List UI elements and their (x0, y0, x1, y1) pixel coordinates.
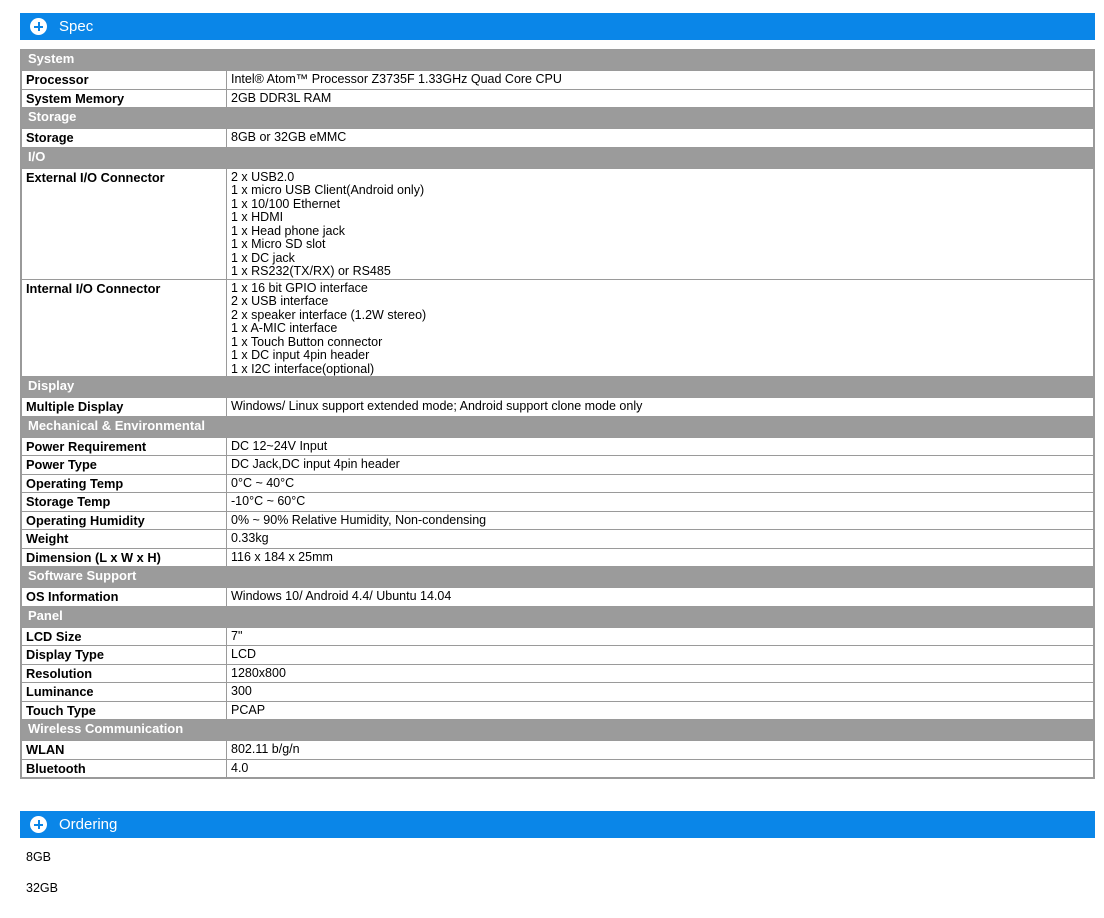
spec-value-line: 2 x USB2.0 (231, 169, 295, 184)
spec-label: Storage Temp (22, 493, 227, 512)
spec-value (227, 701, 1094, 720)
spec-label: Internal I/O Connector (22, 279, 227, 377)
spec-label: OS Information (22, 588, 227, 607)
spec-value (227, 627, 1094, 646)
spec-value-line: 1 x HDMI (231, 210, 284, 224)
spec-value (227, 664, 1094, 683)
spec-label: Dimension (L x W x H) (22, 548, 227, 567)
spec-label: Touch Type (22, 701, 227, 720)
spec-row (22, 168, 1094, 279)
spec-value-line: 1 x RS232(TX/RX) or RS485 (231, 264, 391, 278)
spec-value-line: 0°C ~ 40°C (231, 475, 295, 490)
spec-table (21, 49, 1094, 778)
spec-row (22, 493, 1094, 512)
spec-value-line: 1 x 10/100 Ethernet (231, 196, 341, 211)
ordering-item: 8GB (26, 850, 52, 864)
spec-row (22, 89, 1094, 108)
spec-label: Display Type (22, 646, 227, 665)
spec-row (22, 398, 1094, 417)
spec-value (227, 511, 1094, 530)
spec-value-line: 2 x speaker interface (1.2W stereo) (231, 307, 427, 322)
ordering-item: 32GB (26, 881, 58, 895)
spec-value (227, 474, 1094, 493)
spec-value (227, 279, 1094, 377)
plus-circle-icon[interactable] (30, 816, 47, 833)
spec-value-line: 1 x 16 bit GPIO interface (231, 280, 368, 295)
spec-group-header (22, 50, 1094, 71)
spec-label: Resolution (22, 664, 227, 683)
spec-row (22, 474, 1094, 493)
spec-table-container (20, 49, 1095, 779)
spec-group-title: Storage (22, 108, 1094, 129)
spec-value-line: 1 x I2C interface(optional) (231, 361, 375, 376)
spec-value-line: 4.0 (231, 760, 249, 775)
spec-value (227, 456, 1094, 475)
spec-row (22, 646, 1094, 665)
spec-value (227, 683, 1094, 702)
spec-row (22, 683, 1094, 702)
spec-value-line: LCD (231, 647, 257, 661)
spec-value-line: Windows/ Linux support extended mode; Android support clone mode only (231, 399, 643, 413)
spec-row (22, 588, 1094, 607)
spec-group-header (22, 108, 1094, 129)
spec-group-title: Software Support (22, 567, 1094, 588)
spec-value-line: 2GB DDR3L RAM (231, 90, 332, 105)
spec-value-line: 1 x micro USB Client(Android only) (231, 183, 425, 197)
spec-label: Processor (22, 71, 227, 90)
ordering-section-header[interactable] (20, 811, 1095, 838)
spec-value (227, 89, 1094, 108)
spec-label: Luminance (22, 683, 227, 702)
spec-group-title: I/O (22, 147, 1094, 168)
spec-row (22, 129, 1094, 148)
spec-value-line: 0.33kg (231, 531, 269, 545)
spec-label: WLAN (22, 741, 227, 760)
spec-value-line: 7" (231, 628, 243, 643)
spec-value-line: 300 (231, 684, 252, 698)
spec-value-line: 1280x800 (231, 665, 286, 680)
spec-group-title: Wireless Communication (22, 720, 1094, 741)
spec-value (227, 398, 1094, 417)
spec-value (227, 646, 1094, 665)
spec-label: Operating Humidity (22, 511, 227, 530)
spec-value-line: 1 x DC input 4pin header (231, 348, 370, 362)
spec-value (227, 129, 1094, 148)
spec-group-title: Panel (22, 606, 1094, 627)
spec-label: Storage (22, 129, 227, 148)
spec-row (22, 456, 1094, 475)
spec-value (227, 741, 1094, 760)
spec-value (227, 530, 1094, 549)
spec-section-header[interactable] (20, 13, 1095, 40)
spec-label: External I/O Connector (22, 168, 227, 279)
spec-label: Multiple Display (22, 398, 227, 417)
spec-row (22, 548, 1094, 567)
spec-row (22, 741, 1094, 760)
spec-value-line: 1 x A-MIC interface (231, 321, 338, 335)
spec-value-line: Windows 10/ Android 4.4/ Ubuntu 14.04 (231, 589, 452, 603)
spec-group-header (22, 567, 1094, 588)
spec-group-header (22, 720, 1094, 741)
spec-value-line: 8GB or 32GB eMMC (231, 130, 347, 144)
ordering-section-title: Ordering (59, 816, 118, 833)
spec-value-line: 802.11 b/g/n (231, 742, 300, 756)
spec-value (227, 493, 1094, 512)
spec-label: Operating Temp (22, 474, 227, 493)
spec-value-line: 1 x Touch Button connector (231, 334, 383, 349)
spec-row (22, 530, 1094, 549)
spec-row (22, 437, 1094, 456)
spec-value-line: DC Jack,DC input 4pin header (231, 457, 400, 471)
spec-group-title: Display (22, 377, 1094, 398)
spec-label: Bluetooth (22, 759, 227, 778)
spec-value (227, 588, 1094, 607)
spec-value (227, 168, 1094, 279)
spec-label: LCD Size (22, 627, 227, 646)
spec-label: Power Type (22, 456, 227, 475)
spec-label: Weight (22, 530, 227, 549)
spec-row (22, 511, 1094, 530)
spec-row (22, 71, 1094, 90)
plus-circle-icon[interactable] (30, 18, 47, 35)
spec-row (22, 759, 1094, 778)
spec-group-header (22, 606, 1094, 627)
spec-group-title: Mechanical & Environmental (22, 416, 1094, 437)
spec-value (227, 548, 1094, 567)
spec-row (22, 664, 1094, 683)
spec-section-title: Spec (59, 18, 94, 35)
spec-value-line: 116 x 184 x 25mm (231, 549, 333, 564)
spec-value-line: 1 x DC jack (231, 250, 295, 265)
spec-group-header (22, 147, 1094, 168)
spec-label: Power Requirement (22, 437, 227, 456)
spec-value-line: Intel® Atom™ Processor Z3735F 1.33GHz Quad Core CPU (231, 72, 562, 86)
spec-group-header (22, 416, 1094, 437)
spec-value-line: DC 12~24V Input (231, 438, 328, 453)
spec-value-line: -10°C ~ 60°C (231, 494, 306, 508)
spec-row (22, 627, 1094, 646)
spec-group-title: System (22, 50, 1094, 71)
spec-value (227, 759, 1094, 778)
spec-label: System Memory (22, 89, 227, 108)
spec-row (22, 279, 1094, 377)
spec-group-header (22, 377, 1094, 398)
spec-value-line: 1 x Micro SD slot (231, 237, 326, 251)
spec-row (22, 701, 1094, 720)
spec-value-line: PCAP (231, 702, 266, 717)
spec-value-line: 0% ~ 90% Relative Humidity, Non-condensing (231, 512, 487, 527)
spec-value (227, 437, 1094, 456)
spec-value (227, 71, 1094, 90)
spec-value-line: 1 x Head phone jack (231, 223, 345, 238)
spec-value-line: 2 x USB interface (231, 294, 329, 308)
